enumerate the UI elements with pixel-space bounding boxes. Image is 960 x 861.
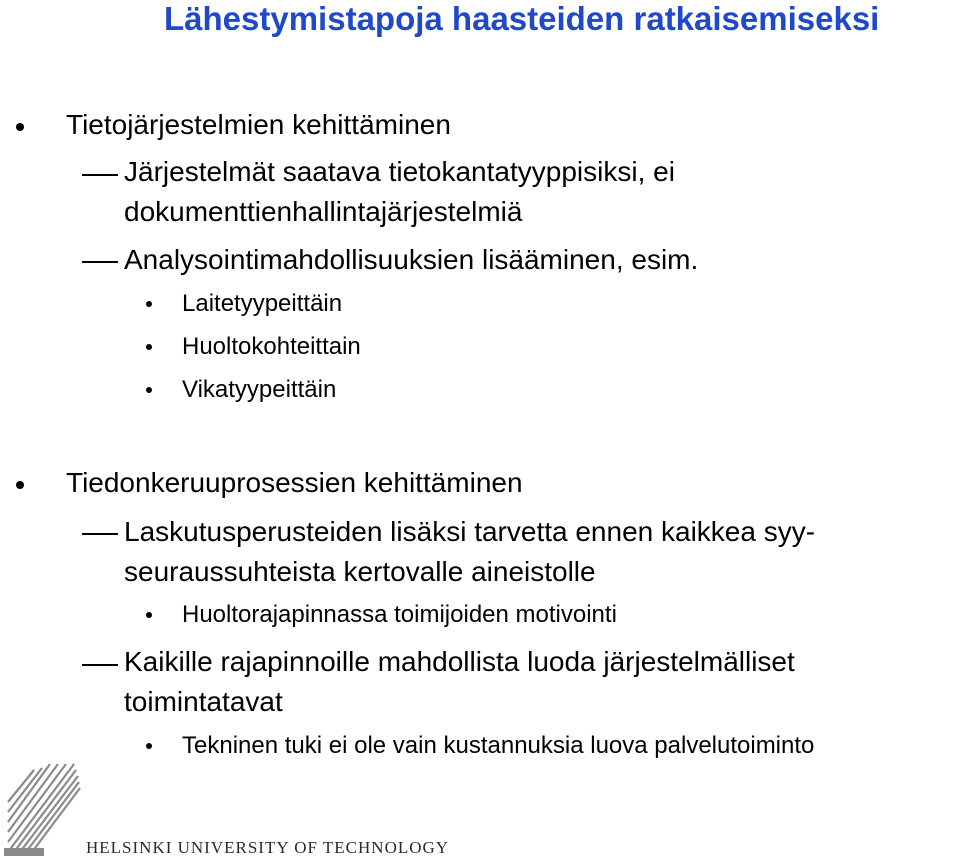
section-2-item-2-line-1: Kaikille rajapinnoille mahdollista luoda järjestelmälliset [124,646,795,677]
section-1-item-2-subitem-2: Huoltokohteittain [182,333,361,360]
section-1-item-2-subitem-3: Vikatyypeittäin [182,376,337,403]
section-2-item-2-subitem-1: Tekninen tuki ei ole vain kustannuksia luova palvelutoiminto [182,732,815,759]
dash-icon [82,174,118,176]
bullet-dot-icon [146,387,152,393]
section-heading-1: Tietojärjestelmien kehittäminen [66,109,451,140]
dash-icon [82,533,118,535]
dash-icon [82,664,118,666]
section-2-item-1-subitem-1: Huoltorajapinnassa toimijoiden motivointi [182,601,617,628]
section-1-item-2-line-1: Analysointimahdollisuuksien lisääminen, esim. [124,244,699,275]
bullet-dot-icon [146,612,152,618]
section-2-item-1-line-2: seuraussuhteista kertovalle aineistolle [124,556,596,587]
section-1-item-1-line-1: Järjestelmät saatava tietokantatyyppisiksi, ei [124,156,675,187]
bullet-dot-icon [146,344,152,350]
slide-title: Lähestymistapoja haasteiden ratkaisemiseksi [164,0,880,37]
dash-icon [82,261,118,263]
section-heading-2: Tiedonkeruuprosessien kehittäminen [66,467,523,498]
section-1-item-1-line-2: dokumenttienhallintajärjestelmiä [124,196,523,227]
bullet-dot-icon [16,123,24,131]
institution-name: HELSINKI UNIVERSITY OF TECHNOLOGY [86,838,450,857]
section-2-item-1-line-1: Laskutusperusteiden lisäksi tarvetta ennen kaikkea syy- [124,516,816,547]
bullet-dot-icon [146,743,152,749]
bullet-dot-icon [16,481,24,489]
section-2-item-2-line-2: toimintatavat [124,686,283,717]
hut-logo-icon [4,756,82,856]
section-1-item-2-subitem-1: Laitetyypeittäin [182,290,343,317]
bullet-dot-icon [146,301,152,307]
